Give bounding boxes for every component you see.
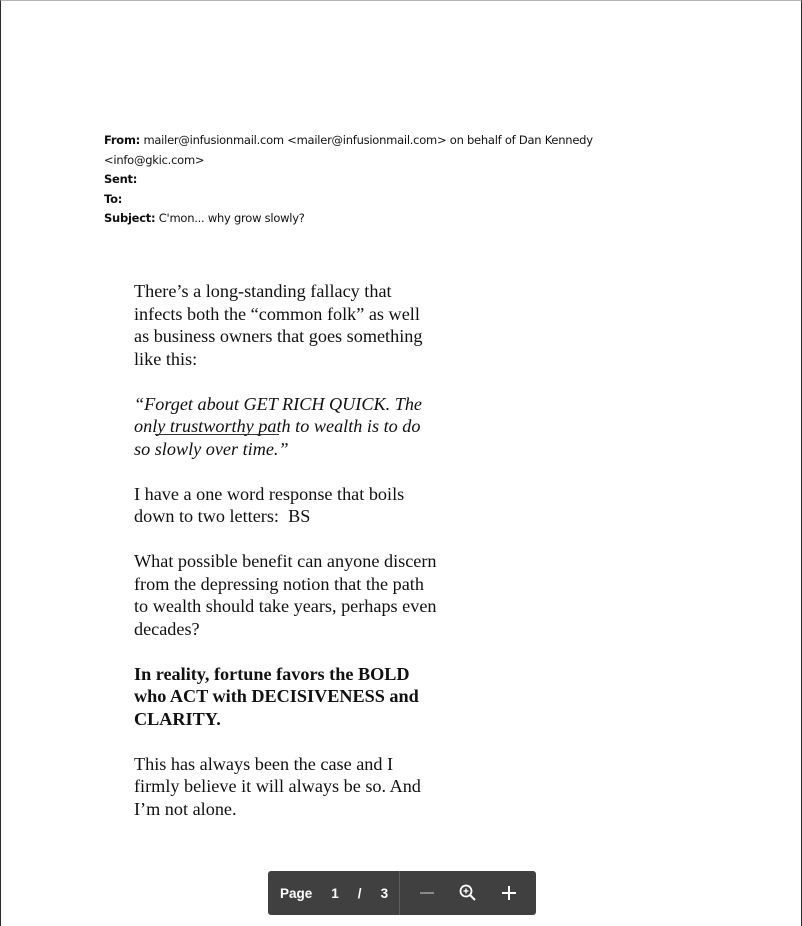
email-header bbox=[104, 131, 644, 229]
body-paragraph-response: I have a one word response that boils down to two letters: BS bbox=[134, 483, 405, 526]
page-separator: / bbox=[357, 885, 362, 901]
email-body bbox=[134, 280, 439, 843]
zoom-out-button[interactable] bbox=[412, 878, 442, 908]
body-quote bbox=[134, 393, 439, 461]
from-value-continued: <info@gkic.com> bbox=[104, 152, 205, 167]
zoom-controls bbox=[400, 871, 536, 915]
sent-row bbox=[104, 170, 644, 190]
subject-value: C'mon... why grow slowly? bbox=[158, 211, 305, 225]
zoom-magnifier-plus-icon bbox=[458, 883, 478, 903]
subject-label: Subject: bbox=[104, 211, 156, 225]
subject-row bbox=[104, 209, 644, 229]
body-paragraph-question: What possible benefit can anyone discern from the depressing notion that the path to wealth should take years, perhaps even decades? bbox=[134, 551, 437, 639]
quote-underline bbox=[155, 434, 279, 435]
page-indicator bbox=[268, 871, 399, 915]
from-label: From: bbox=[104, 133, 141, 147]
sent-label: Sent: bbox=[104, 172, 138, 186]
to-row bbox=[104, 190, 644, 210]
from-row bbox=[104, 131, 644, 151]
body-paragraph-intro: There’s a long-standing fallacy that infects both the “common folk” as well as business owners that goes something like this: bbox=[134, 281, 423, 369]
body-paragraph-bold-statement: In reality, fortune favors the BOLD who ACT with DECISIVENESS and CLARITY. bbox=[134, 663, 419, 729]
quote-text: “Forget about GET RICH QUICK. The only trustworthy path to wealth is to do so slowly over time.” bbox=[134, 393, 422, 459]
total-pages: 3 bbox=[380, 885, 389, 901]
minus-icon bbox=[418, 884, 436, 902]
to-label: To: bbox=[104, 191, 123, 206]
from-value: mailer@infusionmail.com <mailer@infusionmail.com> on behalf of Dan Kennedy bbox=[143, 133, 593, 147]
plus-icon bbox=[500, 884, 518, 902]
zoom-in-button[interactable] bbox=[494, 878, 524, 908]
zoom-reset-button[interactable] bbox=[453, 878, 483, 908]
current-page-number[interactable]: 1 bbox=[331, 885, 339, 901]
page-label: Page bbox=[280, 885, 313, 901]
body-paragraph-closing: This has always been the case and I firmly believe it will always be so. And I’m not alone. bbox=[134, 753, 421, 819]
pdf-toolbar bbox=[268, 871, 536, 915]
from-row-continued bbox=[104, 151, 644, 171]
